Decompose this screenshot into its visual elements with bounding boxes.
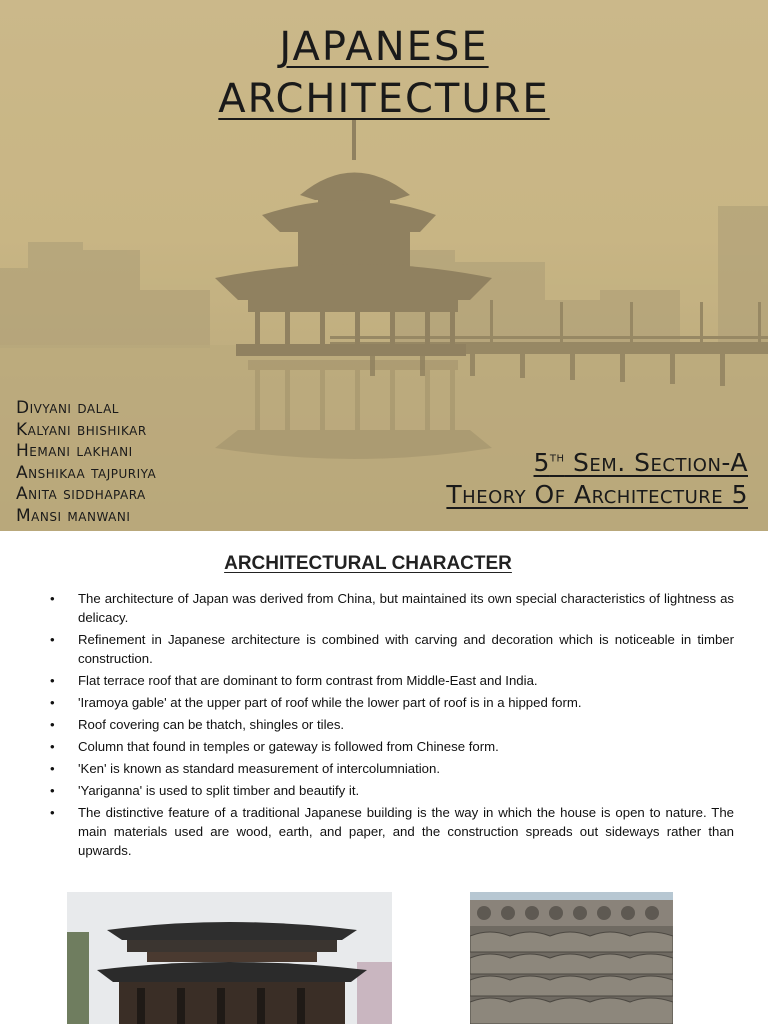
bullet-icon: • — [50, 783, 55, 798]
bullet-icon: • — [50, 805, 55, 820]
bullet-item: • Column that found in temples or gateway is followed from Chinese form. — [50, 739, 499, 754]
author-name: Mansi manwani — [16, 505, 131, 526]
bullet-icon: • — [50, 632, 55, 647]
bullet-icon: • — [50, 673, 55, 688]
bullet-icon: • — [50, 591, 55, 606]
roof-tiles-photo — [470, 892, 673, 1024]
semester-section-label: 5th Sem. Section-A — [533, 448, 748, 477]
bullet-item: • 'Ken' is known as standard measurement of intercolumniation. — [50, 761, 441, 776]
title-line-1: JAPANESE — [279, 24, 489, 70]
bullet-icon: • — [50, 695, 55, 710]
bullet-item: • Roof covering can be thatch, shingles or tiles. — [50, 717, 345, 732]
bullet-item: • 'Yariganna' is used to split timber and beautify it. — [50, 783, 360, 798]
bullet-list — [50, 589, 734, 863]
title-line-2: ARCHITECTURE — [218, 76, 550, 122]
author-name: Kalyani bhishikar — [16, 419, 147, 440]
content-slide — [0, 531, 768, 1024]
slide-heading: ARCHITECTURAL CHARACTER — [224, 553, 512, 574]
author-list — [16, 398, 156, 527]
bullet-icon: • — [50, 761, 55, 776]
author-name: Divyani dalal — [16, 398, 119, 418]
bullet-item: • The distinctive feature of a traditional Japanese building is the way in which the house is open to nature. The main materials used are wood, earth, and paper, and the construction spreads out sideways rather than upwards. — [50, 805, 734, 858]
bullet-item: • The architecture of Japan was derived from China, but maintained its own special characteristics of lightness as delicacy. — [50, 591, 734, 625]
author-name: Anita siddhapara — [16, 484, 146, 504]
course-label: Theory Of Architecture 5 — [446, 480, 748, 509]
temple-gate-photo — [67, 892, 392, 1024]
bullet-item: • Refinement in Japanese architecture is combined with carving and decoration which is noticeable in timber construction. — [50, 632, 734, 666]
bullet-item: • Flat terrace roof that are dominant to form contrast from Middle-East and India. — [50, 673, 538, 688]
bullet-item: • 'Iramoya gable' at the upper part of roof while the lower part of roof is in a hipped form. — [50, 695, 582, 710]
bullet-icon: • — [50, 717, 55, 732]
bullet-icon: • — [50, 739, 55, 754]
author-name: Hemani lakhani — [16, 441, 133, 461]
author-name: Anshikaa tajpuriya — [16, 462, 157, 483]
